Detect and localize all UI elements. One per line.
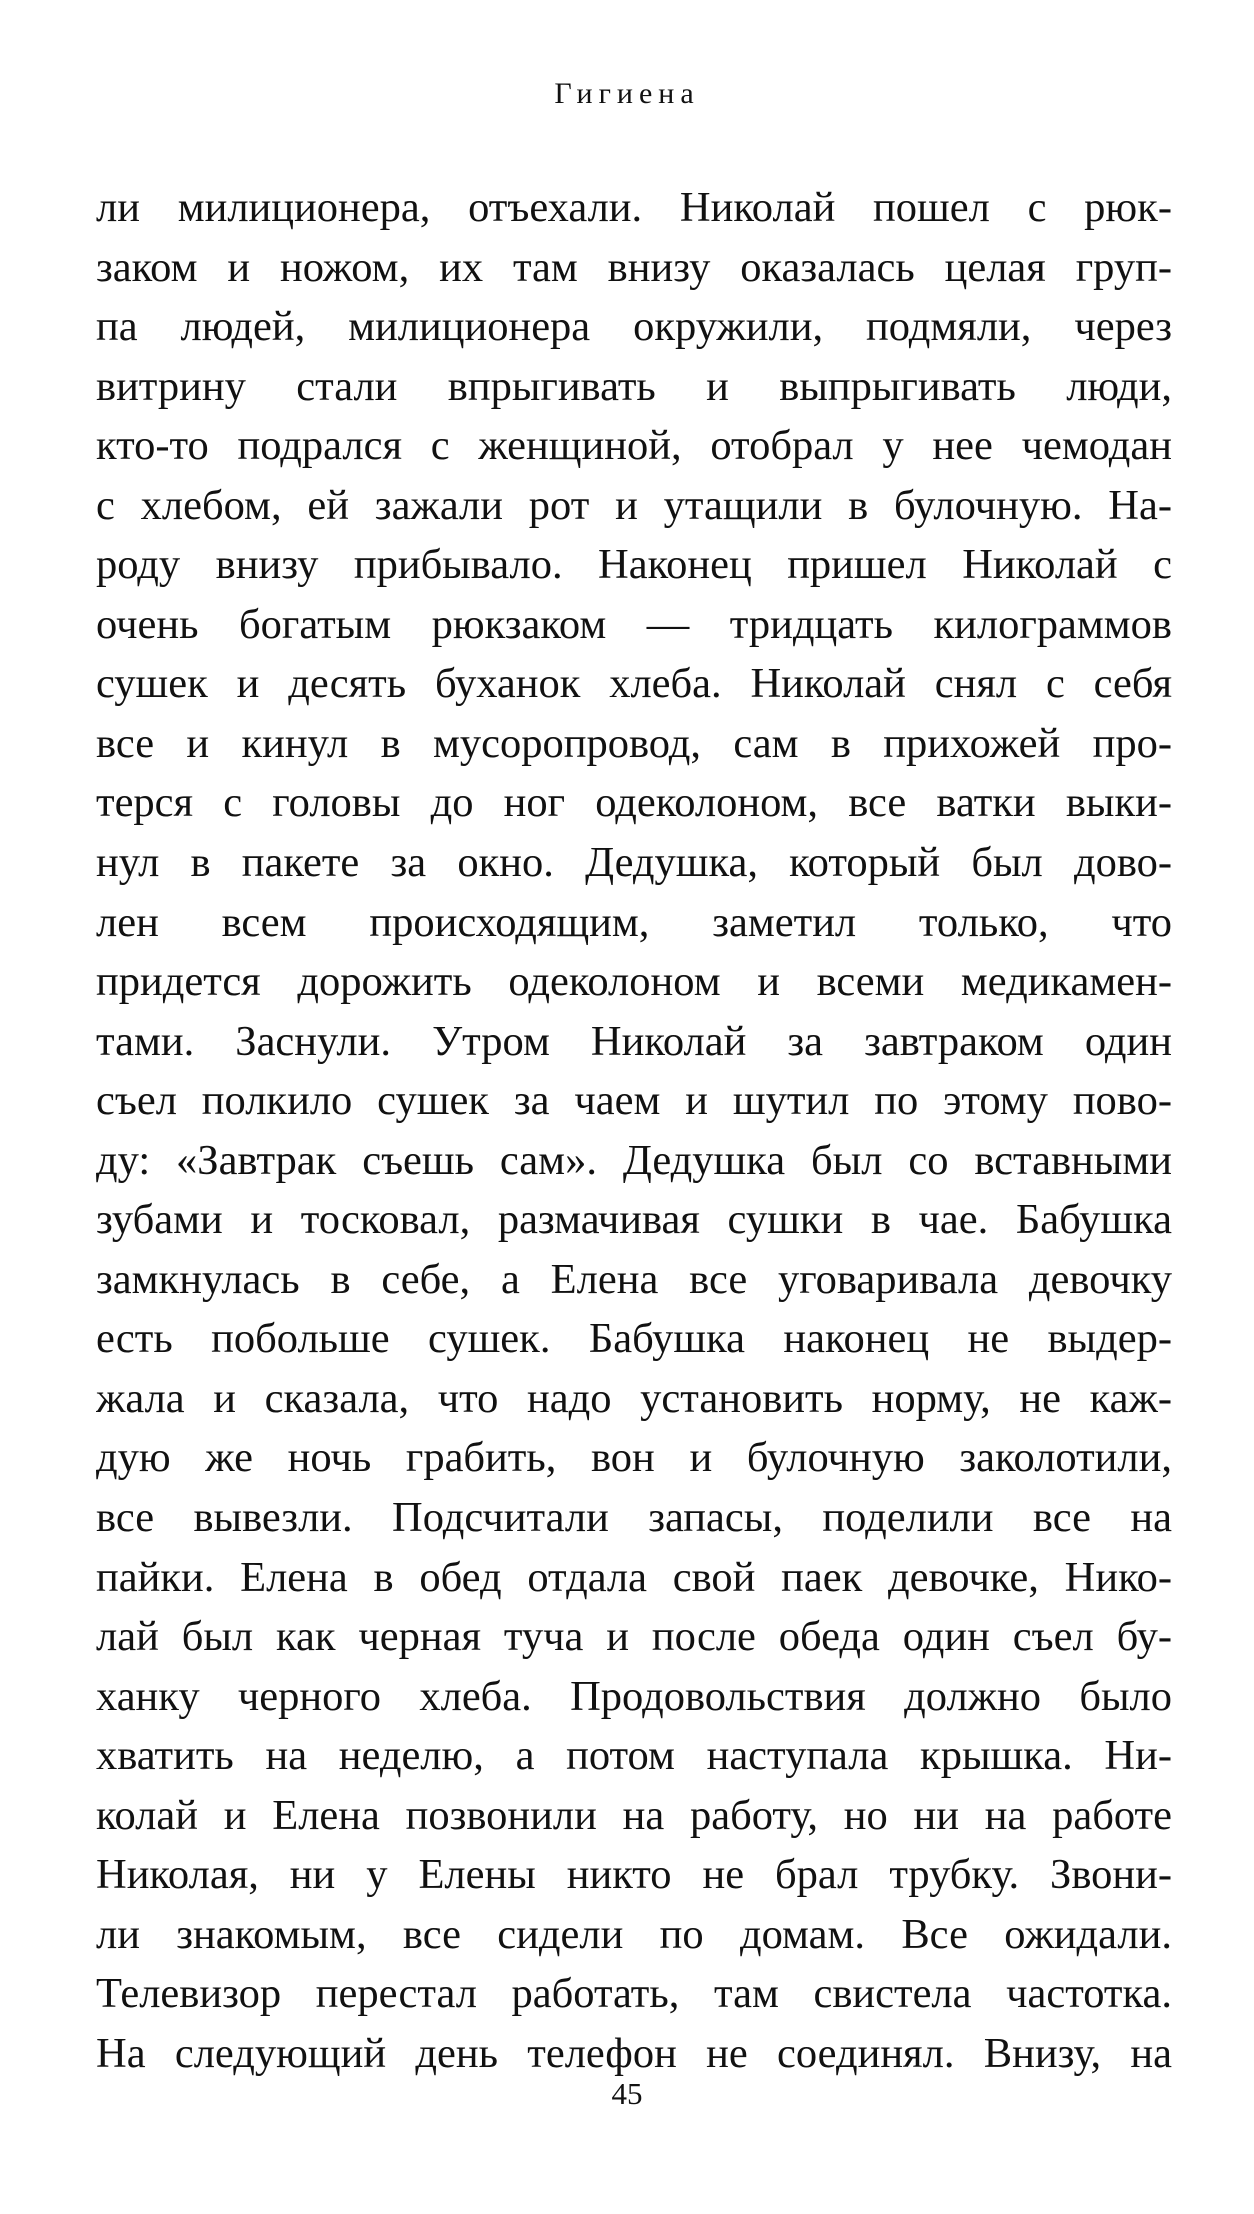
text-line: роду внизу прибывало. Наконец пришел Николай с [96,541,1172,589]
text-line: хватить на неделю, а потом наступала крышка. Ни- [96,1732,1172,1780]
running-title: Гигиена [554,77,700,110]
text-line: жала и сказала, что надо установить норму, не каж- [96,1374,1172,1422]
text-line: есть побольше сушек. Бабушка наконец не выдер- [96,1315,1172,1363]
text-line: па людей, милиционера окружили, подмяли, через [96,303,1172,351]
text-line: кто-то подрался с женщиной, отобрал у нее чемодан [96,422,1172,470]
text-line: очень богатым рюкзаком — тридцать килограммов [96,600,1172,648]
text-line: лай был как черная туча и после обеда один съел бу- [96,1613,1172,1661]
text-line: лен всем происходящим, заметил только, что [96,898,1172,946]
text-line: съел полкило сушек за чаем и шутил по этому пово- [96,1077,1172,1125]
text-line: заком и ножом, их там внизу оказалась целая груп- [96,243,1172,291]
text-line: с хлебом, ей зажали рот и утащили в булочную. На- [96,481,1172,529]
text-line: витрину стали впрыгивать и выпрыгивать люди, [96,362,1172,410]
text-line: тами. Заснули. Утром Николай за завтраком один [96,1017,1172,1065]
text-line: все вывезли. Подсчитали запасы, поделили все на [96,1494,1172,1542]
body-text [96,178,1172,2084]
text-line: ли милиционера, отъехали. Николай пошел с рюк- [96,184,1172,231]
text-line: нул в пакете за окно. Дедушка, который был дово- [96,839,1172,887]
text-line: ханку черного хлеба. Продовольствия должно было [96,1672,1172,1720]
text-line: все и кинул в мусоропровод, сам в прихожей про- [96,719,1172,767]
text-line: Телевизор перестал работать, там свистела частотка. [96,1970,1172,2018]
text-line: Николая, ни у Елены никто не брал трубку. Звони- [96,1851,1172,1899]
text-line: замкнулась в себе, а Елена все уговаривала девочку [96,1255,1172,1303]
text-line: терся с головы до ног одеколоном, все ватки выки- [96,779,1172,827]
text-line: ду: «Завтрак съешь сам». Дедушка был со вставными [96,1136,1172,1184]
text-line: дую же ночь грабить, вон и булочную заколотили, [96,1434,1172,1482]
text-line: пайки. Елена в обед отдала свой паек девочке, Нико- [96,1553,1172,1601]
text-line: зубами и тосковал, размачивая сушки в чае. Бабушка [96,1196,1172,1244]
page-number: 45 [611,2076,643,2111]
text-line: ли знакомым, все сидели по домам. Все ожидали. [96,1910,1172,1958]
text-line: придется дорожить одеколоном и всеми медикамен- [96,958,1172,1006]
text-line: На следующий день телефон не соединял. Внизу, на [96,2029,1172,2077]
text-line: сушек и десять буханок хлеба. Николай снял с себя [96,660,1172,708]
text-line: колай и Елена позвонили на работу, но ни на работе [96,1791,1172,1839]
